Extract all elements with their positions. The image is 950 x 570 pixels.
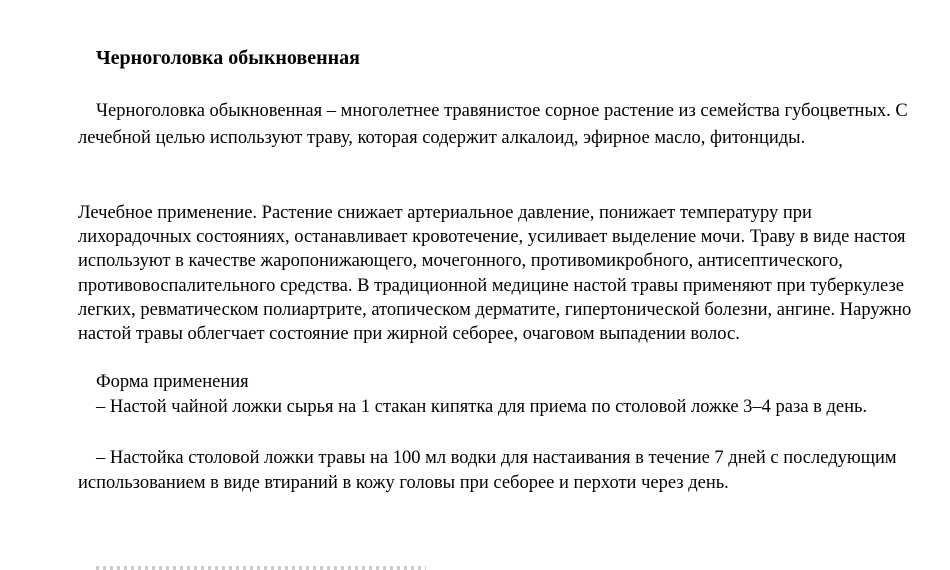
usage-item-tincture: – Настойка столовой ложки травы на 100 мл водки для настаивания в течение 7 дней с последующим использованием в виде втираний в кожу головы при себорее и перхоти через день.	[78, 448, 897, 493]
cutoff-next-heading	[96, 558, 426, 570]
usage-heading: Форма применения	[96, 372, 249, 392]
usage-item-infusion: – Настой чайной ложки сырья на 1 стакан кипятка для приема по столовой ложке 3–4 раза в день.	[96, 397, 868, 417]
cutoff-text-fragment	[96, 566, 426, 570]
intro-paragraph: Черноголовка обыкновенная – многолетнее травянистое сорное растение из семейства губоцветных. С лечебной целью используют траву, которая содержит алкалоид, эфирное масло, фитонциды.	[78, 101, 908, 148]
document-title: Черноголовка обыкновенная	[96, 47, 360, 69]
treatment-paragraph: Лечебное применение. Растение снижает артериальное давление, понижает температуру при лихорадочных состояниях, останавливает кровотечение, усиливает выделение мочи. Траву в виде настоя используют в качестве жаропонижающего, мочегонного, противомикробного, антисептического, противовоспалительного средства. В традиционной медицине настой травы применяют при туберкулезе легких, ревматическом полиартрите, атопическом дерматите, гипертонической болезни, ангине. Наружно настой травы облегчает состояние при жирной себорее, очаговом выпадении волос.	[78, 203, 912, 345]
